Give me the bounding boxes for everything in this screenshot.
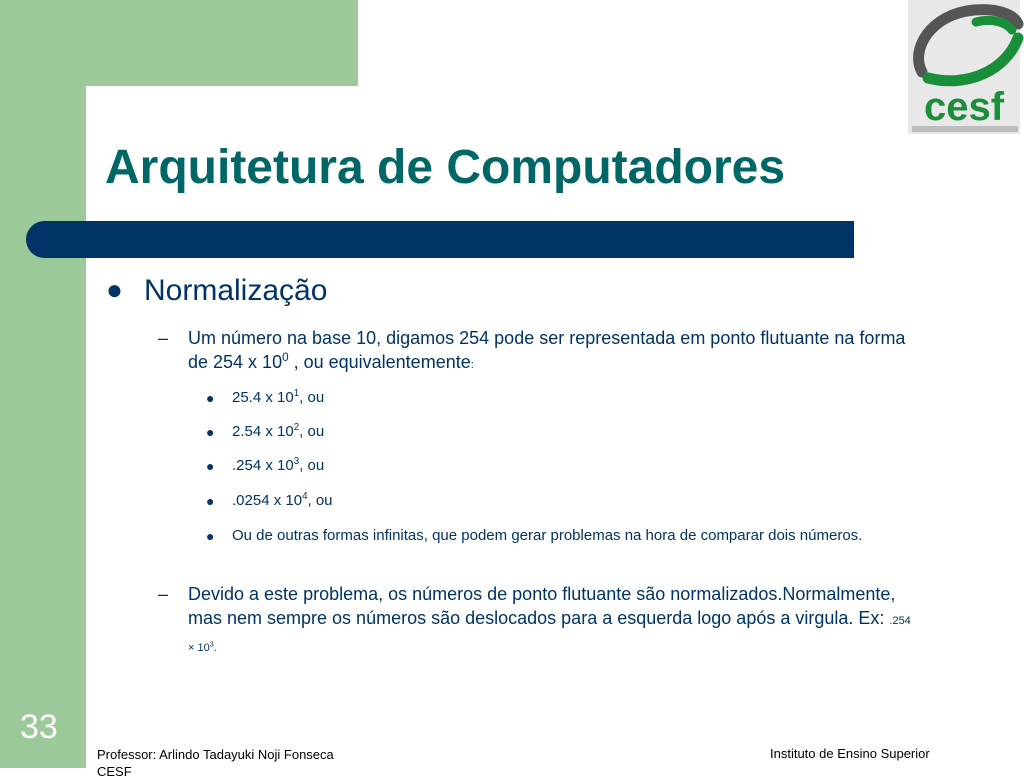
item-base: 2.54 x 10 [232, 423, 294, 440]
item-base: .254 x 10 [232, 457, 294, 474]
bullet-icon: ● [206, 390, 215, 406]
list-item-text [232, 456, 906, 476]
paragraph-2 [158, 582, 918, 660]
item-exponent: 2 [293, 422, 300, 433]
bullet-icon: ● [206, 493, 215, 509]
example-base: .254 × 10 [188, 615, 911, 654]
item-tail: , ou [299, 457, 325, 474]
item-exponent: 1 [293, 388, 300, 399]
cesf-logo [908, 0, 1020, 134]
bullet-icon: ● [206, 458, 215, 474]
list-item-text: Ou de outras formas infinitas, que podem gerar problemas na hora de comparar dois números. [232, 527, 863, 544]
paragraph-1-text [188, 326, 928, 377]
top-green-band [86, 0, 358, 86]
footer-professor: Professor: Arlindo Tadayuki Noji Fonseca CESF [97, 747, 334, 779]
list-item-text [232, 422, 906, 442]
para1-exponent: 0 [282, 351, 289, 364]
left-green-band [0, 0, 86, 768]
list-item [206, 388, 906, 408]
list-item-text [232, 388, 906, 408]
paragraph-2-text [188, 582, 918, 660]
bullet-icon: ● [206, 424, 215, 440]
item-tail: , ou [307, 492, 333, 509]
list-item [206, 422, 906, 442]
slide-title: Arquitetura de Computadores [105, 141, 786, 194]
item-tail: , ou [299, 423, 325, 440]
para1-colon: : [470, 359, 474, 371]
item-exponent: 3 [293, 456, 300, 467]
item-exponent: 4 [302, 491, 308, 502]
example-exponent: 3 [209, 640, 214, 649]
dash-icon: – [158, 584, 169, 604]
para2-text: Devido a este problema, os números de ponto flutuante são normalizados.Normalmente, mas nem sempre os números são deslocados para a esquerda logo após a virgula. Ex: [188, 584, 896, 628]
footer-institution: Instituto de Ensino Superior [770, 746, 930, 761]
heading-text: Normalização [144, 274, 328, 307]
item-base: 25.4 x 10 [232, 389, 294, 406]
para1-text-a: Um número na base 10, digamos 254 pode ser representada em ponto flutuante na forma de 254 x 10 [188, 328, 906, 372]
title-underline-bar [26, 221, 854, 258]
bullet-icon: ● [206, 528, 215, 544]
bullet-icon: ● [106, 274, 123, 305]
item-tail: , ou [299, 389, 325, 406]
page-number: 33 [20, 708, 58, 746]
list-item-text [232, 491, 906, 511]
item-base: .0254 x 10 [232, 492, 303, 509]
list-item [206, 526, 886, 546]
list-item [206, 491, 906, 511]
para1-text-b: , ou equivalentemente [288, 352, 471, 372]
list-item [206, 456, 906, 476]
example-tail: . [213, 642, 217, 654]
paragraph-1 [158, 326, 928, 377]
dash-icon: – [158, 328, 169, 348]
logo-wordmark: cesf [923, 85, 1005, 129]
